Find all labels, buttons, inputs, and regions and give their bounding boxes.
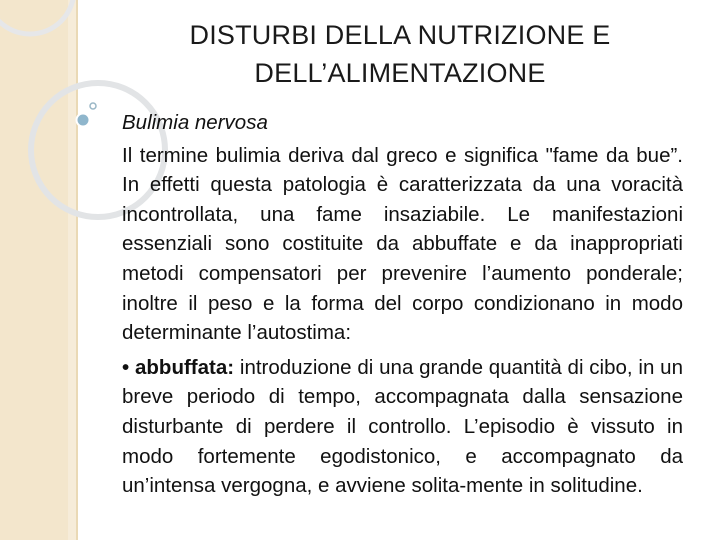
left-band-edge: [76, 0, 78, 540]
bullet-term: abbuffata:: [135, 355, 235, 379]
intro-paragraph: Il termine bulimia deriva dal greco e significa "fame da bue”. In effetti questa patologia è caratterizzata da una voracità incontrollata, una fame insaziabile. Le manifestazioni essenziali sono costituite da abbuffate e da inappropriati metodi compensatori per prevenire l’aumento ponderale; inoltre il peso e la forma del corpo condizionano in modo determinante l’autostima:: [122, 143, 683, 345]
left-decorative-band: [0, 0, 78, 540]
bullet-symbol: •: [122, 355, 130, 379]
left-band-inner: [0, 0, 68, 540]
bullet-dot-small: [90, 103, 96, 109]
title-line-1: DISTURBI DELLA NUTRIZIONE E: [189, 20, 611, 50]
slide-content: [122, 108, 683, 540]
bullet-dot-large: [77, 114, 90, 127]
title-line-2: DELL’ALIMENTAZIONE: [254, 58, 546, 88]
bullet-item: [122, 353, 683, 501]
bullet-description: introduzione di una grande quantità di cibo, in un breve periodo di tempo, accompagnata dalla sensazione disturbante di perdere il controllo. L’episodio è vissuto in modo fortemente egodistonico, e accompagnato da un’intensa vergogna, e avviene solita-mente in solitudine.: [122, 355, 683, 498]
slide-subtitle: Bulimia nervosa: [122, 111, 268, 134]
slide-title: [120, 16, 680, 92]
